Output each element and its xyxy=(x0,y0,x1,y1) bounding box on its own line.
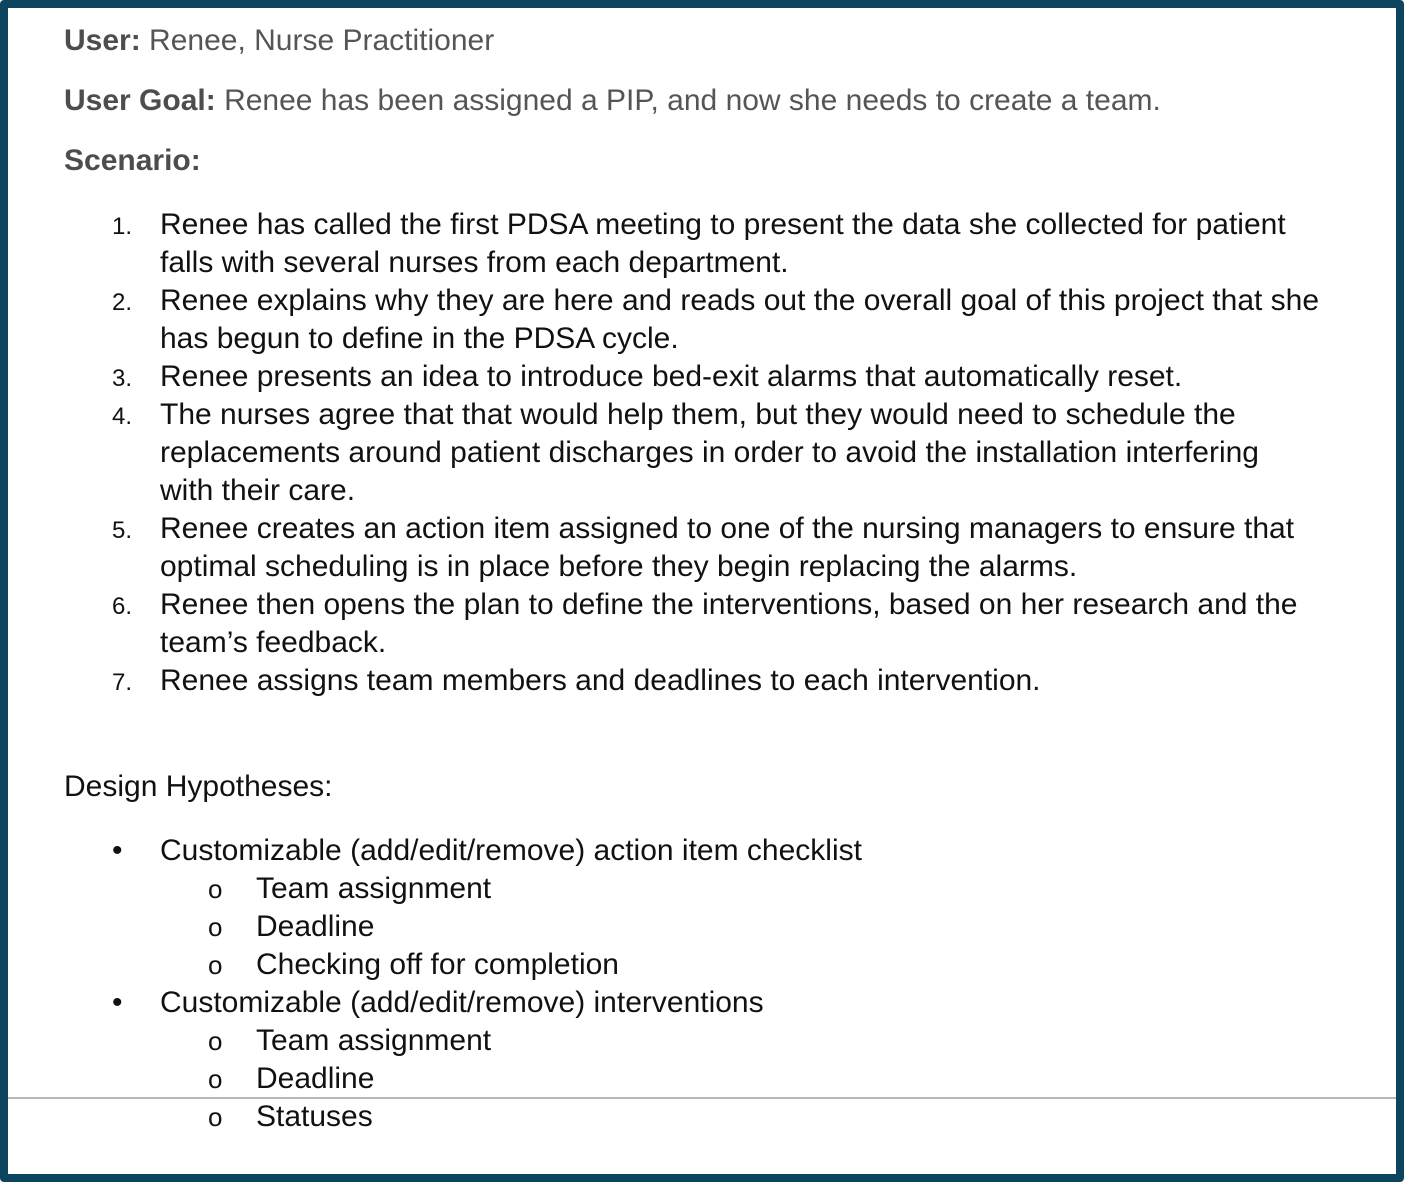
hypothesis-subitem xyxy=(160,946,1364,984)
hypothesis-sublist xyxy=(64,870,1364,984)
design-hypotheses-list xyxy=(64,832,1364,1136)
sub-bullet-marker: o xyxy=(208,874,223,904)
scenario-step xyxy=(64,282,1364,358)
step-number: 4. xyxy=(112,403,133,430)
step-number: 1. xyxy=(112,213,133,240)
sub-bullet-marker: o xyxy=(208,1102,223,1132)
hypothesis-item xyxy=(64,984,1364,1136)
hypothesis-text: Customizable (add/edit/remove) interventions xyxy=(160,986,764,1019)
step-number: 6. xyxy=(112,593,133,620)
scenario-step xyxy=(64,662,1364,700)
scenario-label: Scenario: xyxy=(64,144,201,177)
step-text: Renee presents an idea to introduce bed-exit alarms that automatically reset. xyxy=(160,360,1183,393)
design-hypotheses-heading: Design Hypotheses: xyxy=(64,770,333,803)
step-text: Renee explains why they are here and reads out the overall goal of this project that she has begun to define in the PDSA cycle. xyxy=(160,284,1320,355)
subitem-text: Team assignment xyxy=(256,1024,492,1057)
user-goal-field xyxy=(64,84,1161,118)
step-number: 5. xyxy=(112,517,133,544)
scenario-step xyxy=(64,586,1364,662)
hypothesis-subitem xyxy=(160,1060,1364,1098)
page-divider xyxy=(8,1097,1396,1099)
subitem-text: Deadline xyxy=(256,910,375,943)
hypothesis-sublist xyxy=(64,1022,1364,1136)
hypothesis-item xyxy=(64,832,1364,984)
sub-bullet-marker: o xyxy=(208,912,223,942)
sub-bullet-marker: o xyxy=(208,1064,223,1094)
scenario-heading xyxy=(64,144,201,178)
scenario-step xyxy=(64,358,1364,396)
step-text: The nurses agree that that would help them, but they would need to schedule the replacements around patient discharges in order to avoid the installation interfering with their care. xyxy=(160,398,1259,507)
bullet-marker: • xyxy=(112,986,123,1019)
hypothesis-subitem xyxy=(160,1022,1364,1060)
user-value: Renee, Nurse Practitioner xyxy=(149,24,495,57)
hypothesis-text: Customizable (add/edit/remove) action item checklist xyxy=(160,834,862,867)
scenario-step xyxy=(64,396,1364,510)
step-number: 3. xyxy=(112,365,133,392)
subitem-text: Deadline xyxy=(256,1062,375,1095)
sub-bullet-marker: o xyxy=(208,950,223,980)
user-field xyxy=(64,24,494,58)
scenario-step xyxy=(64,510,1364,586)
bullet-marker: • xyxy=(112,834,123,867)
subitem-text: Team assignment xyxy=(256,872,492,905)
hypothesis-subitem xyxy=(160,870,1364,908)
step-text: Renee has called the first PDSA meeting to present the data she collected for patient falls with several nurses from each department. xyxy=(160,208,1286,279)
step-number: 2. xyxy=(112,289,133,316)
step-text: Renee then opens the plan to define the interventions, based on her research and the team’s feedback. xyxy=(160,588,1298,659)
step-text: Renee creates an action item assigned to one of the nursing managers to ensure that optimal scheduling is in place before they begin replacing the alarms. xyxy=(160,512,1295,583)
subitem-text: Statuses xyxy=(256,1100,373,1133)
user-label: User: xyxy=(64,24,141,57)
scenario-step xyxy=(64,206,1364,282)
hypothesis-subitem xyxy=(160,908,1364,946)
scenario-steps xyxy=(64,206,1364,700)
step-number: 7. xyxy=(112,669,133,696)
step-text: Renee assigns team members and deadlines to each intervention. xyxy=(160,664,1041,697)
subitem-text: Checking off for completion xyxy=(256,948,619,981)
user-goal-label: User Goal: xyxy=(64,84,216,117)
sub-bullet-marker: o xyxy=(208,1026,223,1056)
user-goal-value: Renee has been assigned a PIP, and now she needs to create a team. xyxy=(224,84,1161,117)
hypothesis-subitem xyxy=(160,1098,1364,1136)
